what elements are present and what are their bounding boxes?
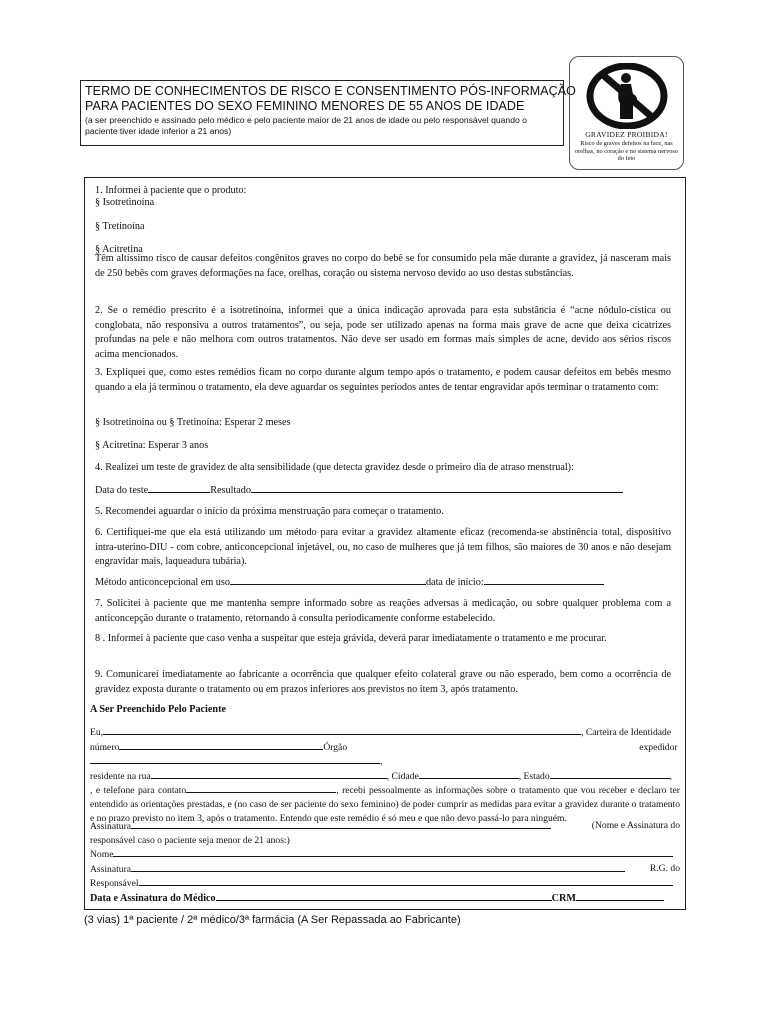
street-field[interactable] bbox=[151, 769, 387, 779]
city-field[interactable] bbox=[419, 769, 519, 779]
item9-text: 9. Comunicarei imediatamente ao fabricante a ocorrência que qualquer efeito colateral grave ou não esperado, bem como a ocorrência de gravidez exposta durante o tratamento ou em prazos inferiores aos previstos no item 3, após tratamento. bbox=[95, 669, 671, 695]
item2-text: 2. Se o remédio prescrito é a isotretinoína, informei que a única indicação aprovada para esta substância é “acne nódulo-cística ou conglobata, não responsiva a outros tratamentos”, ou seja, pode ser utilizado apenas na forma mais grave de acne que deixa cicatrizes profundas na pele e não melhora com outros tratamentos. Não deve ser usado em formas mais simples de acne, devido aos sérios riscos acima mencionados. bbox=[95, 305, 671, 360]
consent-form-box bbox=[84, 177, 686, 910]
item5-text: 5. Recomendei aguardar o início da próxima menstruação para começar o tratamento. bbox=[95, 506, 444, 517]
test-date-label: Data do teste bbox=[95, 485, 149, 496]
responsible-signature-field[interactable] bbox=[131, 862, 625, 872]
crm-field[interactable] bbox=[576, 891, 664, 901]
id-number-field[interactable] bbox=[119, 740, 323, 750]
method-row bbox=[95, 575, 604, 591]
no-pregnancy-icon bbox=[586, 63, 668, 129]
item6-text: 6. Certifiquei-me que ela está utilizando um método para evitar a gravidez altamente eficaz (recomenda-se abstinência total, dispositivo intra-uterino-DIU - com cobre, anticoncepcional injetável, ou, no caso de mulheres que já tem filhos, são maiores de 30 anos e não desejam engravidar mais, laqueadura tubária). bbox=[95, 527, 671, 567]
start-date-label: data de início: bbox=[425, 577, 484, 588]
doctor-signature-row: Data e Assinatura do Médico CRM bbox=[90, 891, 664, 907]
id-number-row: número Órgão expedidor , bbox=[90, 741, 678, 768]
patient-fields bbox=[90, 725, 680, 825]
title-line-1: TERMO DE CONHECIMENTOS DE RISCO E CONSENTIMENTO PÓS-INFORMAÇÃO bbox=[85, 84, 576, 98]
declaration-row: , e telefone para contato , recebi pessoalmente as informações sobre o tratamento que vou receber e declaro ter entendido as orientações prestadas, e (no caso de ser paciente do sexo feminino) de poder cumprir as medidas para evitar a gravidez durante o tratamento e no prazo previsto no item 3, após o tratamento. Entendo que este remédio é só meu e que não devo passá-lo para ninguém. bbox=[90, 785, 680, 824]
item1-text: Têm altíssimo risco de causar defeitos congênitos graves no corpo do bebê se for consumido pela mãe durante a gravidez, já nasceram mais de 250 bebês com graves deformações na face, orelhas, coração ou sistema nervoso devido ao uso destas substâncias. bbox=[95, 253, 671, 279]
item1-intro: 1. Informei à paciente que o produto: bbox=[95, 185, 247, 196]
drug-isotretinoin: § Isotretinoína bbox=[95, 197, 155, 208]
test-result-label: Resultado bbox=[210, 485, 251, 496]
drug-tretinoin: § Tretinoína bbox=[95, 221, 145, 232]
patient-signature-field[interactable] bbox=[131, 819, 551, 829]
patient-name-field[interactable] bbox=[103, 725, 581, 735]
responsible-name-field[interactable] bbox=[113, 847, 673, 857]
warning-text: Risco de graves defeitos na face, nas orelhas, no coração e no sistema nervoso do feto bbox=[575, 140, 678, 163]
signature-section bbox=[90, 819, 680, 891]
patient-section-heading: A Ser Preenchido Pelo Paciente bbox=[90, 704, 226, 715]
pregnancy-warning-box bbox=[569, 56, 684, 170]
issuer-field[interactable] bbox=[90, 754, 380, 764]
state-field[interactable] bbox=[550, 769, 670, 779]
responsible-note: responsável caso o paciente seja menor de 21 anos:) bbox=[90, 834, 290, 846]
responsible-signature-row: Assinatura R.G. do bbox=[90, 862, 680, 875]
wait-period-2-months: § Isotretinoína ou § Tretinoína: Esperar 2 meses bbox=[95, 417, 291, 428]
responsible-name-row: Nome bbox=[90, 847, 680, 862]
drug-acitretin: § Acitretina bbox=[95, 244, 143, 255]
test-row bbox=[95, 483, 623, 499]
item7-text: 7. Solicitei à paciente que me mantenha sempre informado sobre as reações adversas à medicação, ou sobre qualquer problema com a anticoncepção durante o tratamento, retornando à consulta periodicamente conforme estabelecido. bbox=[95, 598, 671, 624]
phone-field[interactable] bbox=[186, 783, 336, 793]
wait-period-3-years: § Acitretina: Esperar 3 anos bbox=[95, 440, 209, 451]
title-line-2: PARA PACIENTES DO SEXO FEMININO MENORES DE 55 ANOS DE IDADE bbox=[85, 99, 525, 113]
header-box bbox=[80, 80, 576, 146]
method-label: Método anticoncepcional em uso bbox=[95, 577, 230, 588]
copies-note: (3 vias) 1ª paciente / 2ª médico/3ª farmácia (A Ser Repassada ao Fabricante) bbox=[84, 914, 461, 926]
test-date-field[interactable] bbox=[148, 483, 210, 493]
responsible-rg-field[interactable] bbox=[139, 876, 673, 886]
warning-title: GRAVIDEZ PROIBIDA! bbox=[585, 130, 668, 139]
patient-name-row: Eu, , Carteira de Identidade bbox=[90, 727, 672, 738]
doctor-signature-field[interactable] bbox=[216, 891, 552, 901]
test-result-field[interactable] bbox=[251, 483, 623, 493]
item3-text: 3. Expliquei que, como estes remédios ficam no corpo durante algum tempo após o tratamento, e podem causar defeitos em bebês mesmo quando a ela já terminou o tratamento, ela deve aguardar os seguintes períodos antes de tentar engravidar após terminar o tratamento com: bbox=[95, 367, 671, 393]
address-row: residente na rua , Cidade , Estado , bbox=[90, 770, 673, 782]
header-subtitle: (a ser preenchido e assinado pelo médico e pelo paciente maior de 21 anos de idade ou pelo responsável quando o paciente tiver idade inferior a 21 anos) bbox=[85, 115, 527, 136]
item4-text: 4. Realizei um teste de gravidez de alta sensibilidade (que detecta gravidez desde o primeiro dia de atraso menstrual): bbox=[95, 462, 574, 473]
responsible-rg-row: Responsável bbox=[90, 876, 680, 891]
start-date-field[interactable] bbox=[484, 575, 604, 585]
patient-signature-row: Assinatura (Nome e Assinatura do bbox=[90, 820, 680, 832]
method-field[interactable] bbox=[230, 575, 426, 585]
item8-text: 8 . Informei à paciente que caso venha a suspeitar que esteja grávida, deverá parar imediatamente o tratamento e me procurar. bbox=[95, 633, 607, 644]
